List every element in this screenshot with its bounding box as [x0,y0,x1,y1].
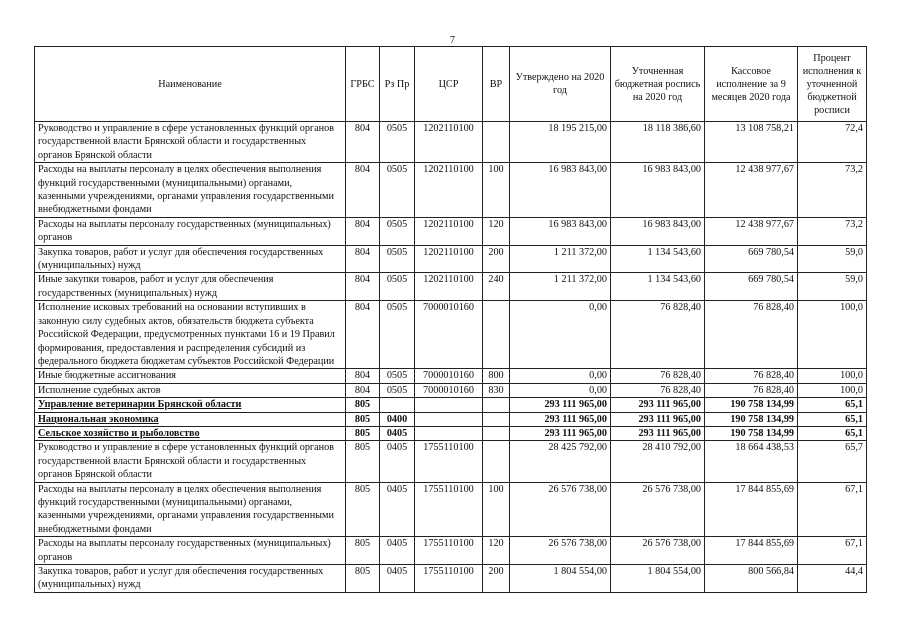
cell-csr: 1755110100 [415,565,483,593]
cell-refined: 28 410 792,00 [611,441,705,482]
cell-csr: 1202110100 [415,122,483,163]
table-row [35,537,867,565]
cell-grbs: 804 [346,301,380,369]
cell-rzpr: 0505 [380,273,415,301]
cell-cash: 76 828,40 [705,301,798,369]
table-row [35,163,867,218]
header-rzpr: Рз Пр [380,47,415,122]
cell-cash: 669 780,54 [705,245,798,273]
cell-refined: 1 134 543,60 [611,245,705,273]
cell-vr [483,122,510,163]
cell-csr [415,426,483,440]
cell-approved: 1 804 554,00 [510,565,611,593]
cell-grbs: 804 [346,217,380,245]
cell-cash: 12 438 977,67 [705,163,798,218]
table-row [35,482,867,537]
cell-approved: 293 111 965,00 [510,426,611,440]
cell-vr [483,412,510,426]
cell-csr: 7000010160 [415,301,483,369]
cell-percent: 65,1 [798,398,867,412]
table-header-row [35,47,867,122]
cell-cash: 12 438 977,67 [705,217,798,245]
cell-refined: 293 111 965,00 [611,398,705,412]
cell-vr [483,441,510,482]
cell-vr: 830 [483,383,510,397]
cell-approved: 0,00 [510,383,611,397]
cell-rzpr: 0505 [380,369,415,383]
cell-approved: 293 111 965,00 [510,412,611,426]
table-row [35,565,867,593]
cell-csr: 1202110100 [415,273,483,301]
header-refined: Уточненная бюджетная роспись на 2020 год [611,47,705,122]
cell-vr: 800 [483,369,510,383]
cell-approved: 18 195 215,00 [510,122,611,163]
cell-grbs: 804 [346,383,380,397]
cell-percent: 65,7 [798,441,867,482]
cell-percent: 44,4 [798,565,867,593]
cell-rzpr: 0405 [380,565,415,593]
cell-approved: 26 576 738,00 [510,537,611,565]
cell-percent: 100,0 [798,301,867,369]
cell-percent: 65,1 [798,426,867,440]
cell-csr [415,412,483,426]
cell-name: Закупка товаров, работ и услуг для обеспечения государственных (муниципальных) нужд [35,565,346,593]
cell-cash: 190 758 134,99 [705,412,798,426]
cell-name: Руководство и управление в сфере установленных функций органов государственной власти Брянской области и государственных органов Брянской области [35,122,346,163]
cell-vr: 240 [483,273,510,301]
cell-percent: 100,0 [798,383,867,397]
table-row [35,273,867,301]
cell-rzpr: 0505 [380,217,415,245]
cell-name: Иные закупки товаров, работ и услуг для обеспечения государственных (муниципальных) нужд [35,273,346,301]
cell-rzpr [380,398,415,412]
header-percent: Процент исполнения к уточненной бюджетной росписи [798,47,867,122]
cell-approved: 0,00 [510,369,611,383]
table-row [35,301,867,369]
cell-refined: 16 983 843,00 [611,217,705,245]
table-row [35,369,867,383]
cell-vr: 200 [483,565,510,593]
cell-name: Сельское хозяйство и рыболовство [35,426,346,440]
cell-refined: 26 576 738,00 [611,537,705,565]
cell-vr: 120 [483,217,510,245]
cell-name: Управление ветеринарии Брянской области [35,398,346,412]
cell-percent: 59,0 [798,273,867,301]
cell-grbs: 805 [346,482,380,537]
cell-rzpr: 0400 [380,412,415,426]
cell-grbs: 805 [346,565,380,593]
cell-approved: 16 983 843,00 [510,163,611,218]
cell-grbs: 804 [346,369,380,383]
cell-cash: 13 108 758,21 [705,122,798,163]
cell-csr: 1755110100 [415,482,483,537]
cell-refined: 76 828,40 [611,301,705,369]
table-row [35,383,867,397]
cell-vr [483,398,510,412]
cell-csr: 1755110100 [415,537,483,565]
cell-vr [483,426,510,440]
cell-vr [483,301,510,369]
cell-vr: 100 [483,163,510,218]
cell-name: Расходы на выплаты персоналу в целях обеспечения выполнения функций государственными (муниципальными) органами, казенными учреждениями, органами управления государственными внебюджетными фондами [35,163,346,218]
cell-csr: 1202110100 [415,217,483,245]
page-number: 7 [450,35,455,46]
cell-vr: 120 [483,537,510,565]
cell-cash: 18 664 438,53 [705,441,798,482]
header-cash: Кассовое исполнение за 9 месяцев 2020 года [705,47,798,122]
header-approved: Утверждено на 2020 год [510,47,611,122]
cell-refined: 1 134 543,60 [611,273,705,301]
table-row [35,398,867,412]
cell-rzpr: 0405 [380,441,415,482]
cell-name: Расходы на выплаты персоналу государственных (муниципальных) органов [35,537,346,565]
cell-refined: 76 828,40 [611,383,705,397]
cell-refined: 293 111 965,00 [611,412,705,426]
cell-rzpr: 0405 [380,426,415,440]
cell-approved: 1 211 372,00 [510,273,611,301]
cell-rzpr: 0505 [380,163,415,218]
cell-approved: 1 211 372,00 [510,245,611,273]
cell-vr: 200 [483,245,510,273]
cell-percent: 72,4 [798,122,867,163]
table-row [35,426,867,440]
cell-vr: 100 [483,482,510,537]
cell-cash: 669 780,54 [705,273,798,301]
cell-cash: 190 758 134,99 [705,398,798,412]
cell-rzpr: 0405 [380,537,415,565]
cell-cash: 76 828,40 [705,383,798,397]
table-row [35,441,867,482]
cell-refined: 76 828,40 [611,369,705,383]
cell-grbs: 805 [346,412,380,426]
cell-cash: 76 828,40 [705,369,798,383]
cell-name: Национальная экономика [35,412,346,426]
cell-csr: 7000010160 [415,383,483,397]
cell-csr [415,398,483,412]
cell-rzpr: 0405 [380,482,415,537]
table-row [35,245,867,273]
cell-grbs: 805 [346,398,380,412]
cell-percent: 73,2 [798,163,867,218]
cell-grbs: 804 [346,245,380,273]
cell-name: Закупка товаров, работ и услуг для обеспечения государственных (муниципальных) нужд [35,245,346,273]
cell-cash: 800 566,84 [705,565,798,593]
cell-grbs: 805 [346,426,380,440]
cell-csr: 7000010160 [415,369,483,383]
cell-percent: 67,1 [798,482,867,537]
cell-refined: 18 118 386,60 [611,122,705,163]
cell-grbs: 804 [346,273,380,301]
cell-grbs: 805 [346,537,380,565]
header-name: Наименование [35,47,346,122]
header-vr: ВР [483,47,510,122]
cell-grbs: 804 [346,163,380,218]
cell-refined: 293 111 965,00 [611,426,705,440]
cell-refined: 1 804 554,00 [611,565,705,593]
table-row [35,122,867,163]
cell-approved: 28 425 792,00 [510,441,611,482]
cell-approved: 0,00 [510,301,611,369]
cell-rzpr: 0505 [380,383,415,397]
cell-percent: 67,1 [798,537,867,565]
cell-approved: 26 576 738,00 [510,482,611,537]
cell-name: Исполнение исковых требований на основании вступивших в законную силу судебных актов, обязательств бюджета субъекта Российской Федерации, предусмотренных пунктами 16 и 19 Правил формирования, предоставления и распределения субсидий из федерального бюджета бюджетам субъектов Российской Федерации [35,301,346,369]
cell-cash: 17 844 855,69 [705,537,798,565]
table-body [35,122,867,593]
cell-percent: 73,2 [798,217,867,245]
cell-approved: 293 111 965,00 [510,398,611,412]
cell-csr: 1202110100 [415,245,483,273]
header-csr: ЦСР [415,47,483,122]
cell-csr: 1755110100 [415,441,483,482]
cell-refined: 16 983 843,00 [611,163,705,218]
cell-percent: 65,1 [798,412,867,426]
cell-percent: 59,0 [798,245,867,273]
cell-name: Расходы на выплаты персоналу государственных (муниципальных) органов [35,217,346,245]
cell-name: Иные бюджетные ассигнования [35,369,346,383]
cell-name: Исполнение судебных актов [35,383,346,397]
cell-cash: 17 844 855,69 [705,482,798,537]
budget-execution-table [34,46,867,593]
cell-name: Расходы на выплаты персоналу в целях обеспечения выполнения функций государственными (муниципальными) органами, казенными учреждениями, органами управления государственными внебюджетными фондами [35,482,346,537]
cell-rzpr: 0505 [380,245,415,273]
cell-percent: 100,0 [798,369,867,383]
cell-refined: 26 576 738,00 [611,482,705,537]
cell-rzpr: 0505 [380,122,415,163]
cell-rzpr: 0505 [380,301,415,369]
cell-cash: 190 758 134,99 [705,426,798,440]
cell-csr: 1202110100 [415,163,483,218]
cell-name: Руководство и управление в сфере установленных функций органов государственной власти Брянской области и государственных органов Брянской области [35,441,346,482]
cell-grbs: 805 [346,441,380,482]
table-row [35,217,867,245]
cell-approved: 16 983 843,00 [510,217,611,245]
table-row [35,412,867,426]
header-grbs: ГРБС [346,47,380,122]
cell-grbs: 804 [346,122,380,163]
